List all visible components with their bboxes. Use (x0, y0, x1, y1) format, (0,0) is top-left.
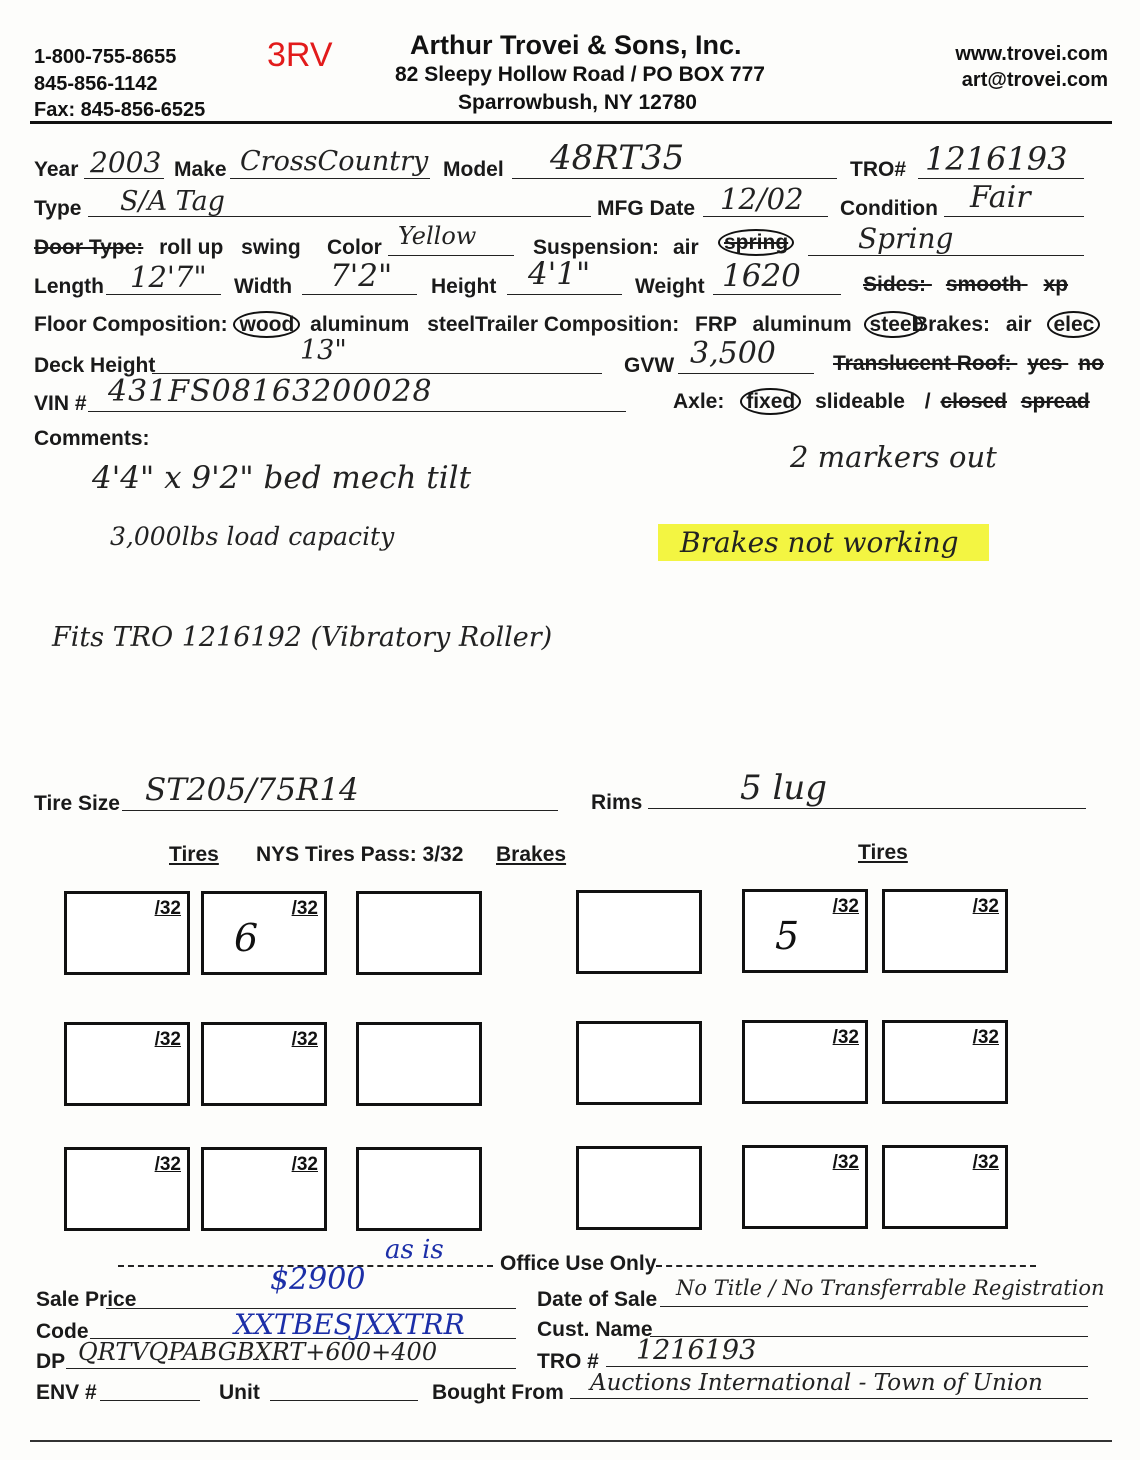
tire-size-label: Tire Size (34, 792, 120, 815)
tire-box-l1-a[interactable] (64, 891, 190, 975)
sides-label: Sides: (863, 273, 927, 296)
tire-fraction: /32 (972, 896, 999, 917)
tire-box-r3-b[interactable] (882, 1145, 1008, 1229)
floor-steel-option: steel (427, 313, 476, 336)
tire-fraction: /32 (154, 1154, 181, 1175)
floor-composition-label: Floor Composition: (34, 313, 228, 336)
brakes-header: Brakes (496, 843, 567, 866)
type-value: S/A Tag (120, 186, 225, 217)
trailer-steel-circled: steel (864, 311, 924, 338)
sale-price-value: $2900 (270, 1262, 366, 1297)
width-label: Width (234, 275, 293, 298)
website: www.trovei.com (955, 43, 1108, 65)
door-type-label: Door Type: (34, 236, 144, 259)
env-line (100, 1400, 200, 1401)
door-swing-option: swing (241, 236, 301, 259)
code-value: XXTBESJXXTRR (234, 1308, 465, 1341)
year-label: Year (34, 158, 79, 181)
mfg-date-label: MFG Date (597, 197, 696, 220)
axle-fixed-circled: fixed (740, 388, 801, 415)
trailer-composition-label: Trailer Composition: (475, 313, 680, 336)
comment-markers: 2 markers out (790, 440, 997, 474)
tire-fraction: /32 (291, 898, 318, 919)
brakes-group (913, 313, 1100, 337)
tro-line (918, 178, 1084, 179)
axle-slash: / (924, 390, 931, 413)
tire-fraction: /32 (154, 1029, 181, 1050)
weight-line (713, 294, 841, 295)
unit-line (270, 1400, 418, 1401)
tire-box-l2-a[interactable] (64, 1022, 190, 1106)
bought-from-label: Bought From (432, 1381, 564, 1404)
tro-value: 1216193 (925, 140, 1068, 178)
tire-box-r1-a[interactable] (742, 889, 868, 973)
door-roll-up-option: roll up (159, 236, 224, 259)
dp-label: DP (36, 1350, 66, 1373)
weight-value: 1620 (722, 258, 801, 294)
tire-fraction: /32 (832, 896, 859, 917)
translucent-roof-label: Translucent Roof: (833, 352, 1012, 375)
phone-2: 845-856-1142 (34, 73, 158, 95)
type-label: Type (34, 197, 82, 220)
tro-label: TRO# (850, 158, 907, 181)
axle-slideable-option: slideable (815, 390, 905, 413)
gvw-value: 3,500 (690, 336, 776, 371)
unit-label: Unit (219, 1381, 260, 1404)
vin-label: VIN # (34, 392, 87, 415)
deck-height-value: 13" (300, 335, 347, 366)
axle-group (673, 390, 1090, 414)
header-divider (30, 121, 1112, 124)
translucent-roof-group (833, 352, 1104, 376)
bought-from-value: Auctions International - Town of Union (590, 1370, 1043, 1396)
door-type-group (34, 236, 301, 260)
height-value: 4'1" (528, 256, 591, 292)
suspension-line (808, 255, 1084, 256)
tire-fraction: /32 (832, 1152, 859, 1173)
brakes-air-option: air (1005, 313, 1032, 336)
date-of-sale-label: Date of Sale (537, 1288, 658, 1311)
tire-reading: 6 (234, 916, 259, 960)
sale-price-label: Sale Price (36, 1288, 137, 1311)
office-use-label: Office Use Only (500, 1252, 657, 1275)
date-of-sale-line (660, 1306, 1088, 1307)
brakes-elec-circled: elec (1047, 311, 1100, 338)
tire-fraction: /32 (291, 1029, 318, 1050)
floor-wood-circled: wood (233, 311, 300, 338)
condition-label: Condition (840, 197, 938, 220)
length-value: 12'7" (130, 260, 207, 294)
brake-box-l2[interactable] (356, 1022, 482, 1106)
company-address-1: 82 Sleepy Hollow Road / PO BOX 777 (395, 63, 765, 86)
date-of-sale-value: No Title / No Transferrable Registration (676, 1276, 1105, 1300)
axle-spread-option: spread (1020, 390, 1090, 413)
sides-xp-option: xp (1043, 273, 1069, 296)
as-is-note: as is (385, 1235, 444, 1265)
trailer-aluminum-option: aluminum (752, 313, 852, 336)
tire-size-value: ST205/75R14 (145, 772, 359, 808)
comment-brakes-highlighted: Brakes not working (658, 524, 989, 561)
badge-3rv: 3RV (267, 36, 333, 74)
width-line (302, 294, 417, 295)
tire-box-r2-a[interactable] (742, 1020, 868, 1104)
axle-closed-option: closed (940, 390, 1008, 413)
floor-composition-group (34, 313, 475, 337)
tires-right-header: Tires (858, 841, 908, 864)
bought-from-line (570, 1398, 1088, 1399)
brake-box-l1[interactable] (356, 891, 482, 975)
weight-label: Weight (635, 275, 705, 298)
comment-load-capacity: 3,000lbs load capacity (110, 522, 395, 551)
code-label: Code (36, 1320, 89, 1343)
tire-fraction: /32 (972, 1152, 999, 1173)
color-line (388, 255, 514, 256)
company-name: Arthur Trovei & Sons, Inc. (410, 30, 742, 60)
env-label: ENV # (36, 1381, 97, 1404)
length-label: Length (34, 275, 104, 298)
mfg-date-line (703, 216, 828, 217)
width-value: 7'2" (330, 258, 393, 294)
brake-box-l3[interactable] (356, 1147, 482, 1231)
tire-box-l3-a[interactable] (64, 1147, 190, 1231)
tire-size-line (122, 810, 558, 811)
sides-smooth-option: smooth (945, 273, 1022, 296)
condition-line (944, 216, 1084, 217)
year-value: 2003 (90, 146, 162, 179)
sides-group (863, 273, 1068, 297)
deck-height-label: Deck Height (34, 354, 156, 377)
make-value: CrossCountry (240, 146, 429, 177)
tire-box-r3-a[interactable] (742, 1145, 868, 1229)
gvw-line (678, 373, 814, 374)
rims-line (648, 808, 1086, 809)
gvw-label: GVW (624, 354, 675, 377)
height-line (507, 294, 622, 295)
suspension-spring-option (718, 231, 794, 255)
translucent-yes-option: yes (1027, 352, 1063, 375)
color-value: Yellow (398, 222, 477, 250)
trailer-composition-group (475, 313, 923, 337)
brakes-label: Brakes: (913, 313, 991, 336)
trailer-frp-option: FRP (695, 313, 737, 336)
phone-1: 1-800-755-8655 (34, 46, 177, 68)
fax-number: Fax: 845-856-6525 (34, 99, 206, 121)
company-address-2: Sparrowbush, NY 12780 (458, 91, 697, 114)
tire-reading: 5 (775, 914, 800, 958)
office-divider-right (656, 1265, 1036, 1267)
comments-label: Comments: (34, 427, 150, 450)
cust-name-label: Cust. Name (537, 1318, 653, 1341)
brake-box-r3[interactable] (576, 1146, 702, 1230)
tro2-value: 1216193 (636, 1335, 757, 1366)
tro2-line (606, 1366, 1088, 1367)
tro2-label: TRO # (537, 1350, 599, 1373)
floor-aluminum-option: aluminum (310, 313, 410, 336)
comment-fits-tro: Fits TRO 1216192 (Vibratory Roller) (52, 622, 553, 653)
height-label: Height (431, 275, 497, 298)
tire-box-l3-b[interactable] (201, 1147, 327, 1231)
tire-fraction: /32 (832, 1027, 859, 1048)
dp-line (66, 1368, 516, 1369)
rims-label: Rims (591, 791, 643, 814)
nys-pass-header: NYS Tires Pass: 3/32 (256, 843, 464, 866)
tire-box-l1-b[interactable] (201, 891, 327, 975)
rims-value: 5 lug (740, 768, 827, 808)
tire-box-l2-b[interactable] (201, 1022, 327, 1106)
vin-value: 431FS08163200028 (108, 374, 433, 409)
suspension-spring-circled: spring (718, 229, 794, 256)
email: art@trovei.com (961, 69, 1108, 91)
footer-rule (30, 1440, 1112, 1442)
tires-left-header: Tires (169, 843, 219, 866)
suspension-air-option: air (673, 236, 699, 259)
length-line (106, 294, 221, 295)
model-label: Model (443, 158, 504, 181)
model-value: 48RT35 (550, 138, 685, 178)
condition-value: Fair (970, 180, 1031, 215)
dp-value: QRTVQPABGBXRT+600+400 (78, 1338, 438, 1366)
comment-bed-tilt: 4'4" x 9'2" bed mech tilt (92, 460, 472, 496)
mfg-date-value: 12/02 (720, 182, 804, 216)
tire-box-r1-b[interactable] (882, 889, 1008, 973)
color-label: Color (327, 236, 382, 259)
tire-box-r2-b[interactable] (882, 1020, 1008, 1104)
make-label: Make (174, 158, 227, 181)
suspension-note: Spring (858, 222, 954, 255)
translucent-no-option: no (1078, 352, 1104, 375)
tire-fraction: /32 (972, 1027, 999, 1048)
tire-fraction: /32 (291, 1154, 318, 1175)
tire-fraction: /32 (154, 898, 181, 919)
brake-box-r2[interactable] (576, 1021, 702, 1105)
suspension-label: Suspension: (533, 236, 660, 259)
make-line (230, 178, 430, 179)
vin-line (88, 411, 626, 412)
axle-label: Axle: (673, 390, 725, 413)
brake-box-r1[interactable] (576, 890, 702, 974)
model-line (512, 178, 837, 179)
